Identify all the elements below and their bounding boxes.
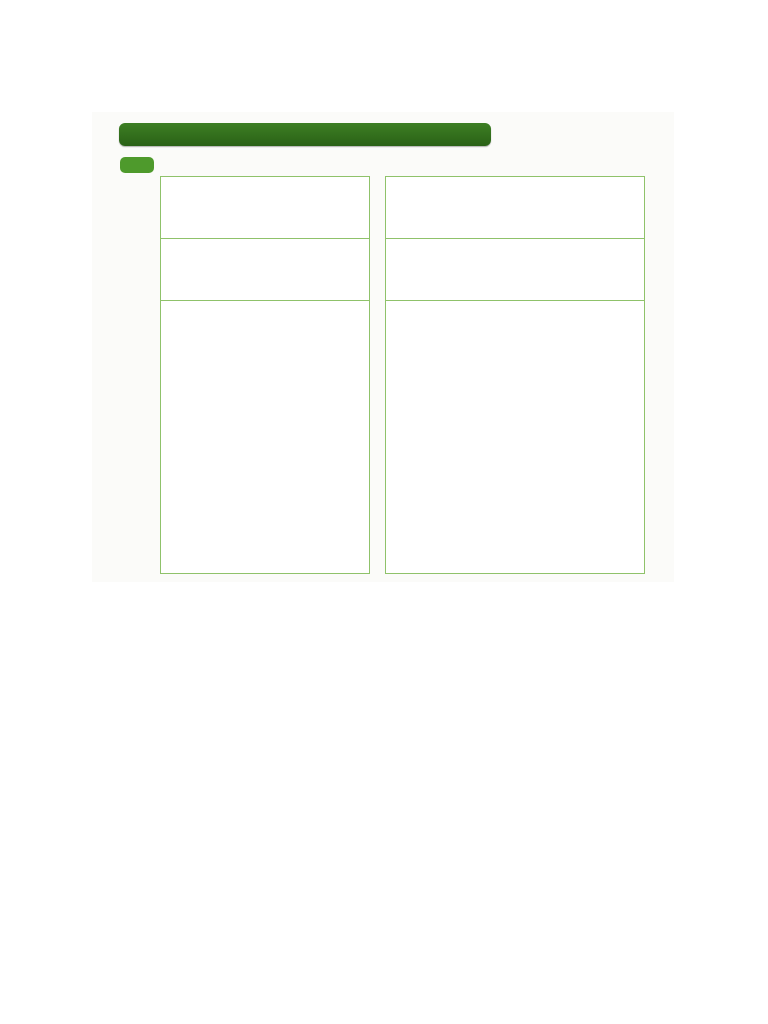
worksheet-page — [92, 112, 674, 582]
beginnings-column — [160, 176, 370, 574]
exercise-number-badge — [120, 157, 154, 173]
ending-item-3 — [386, 300, 644, 336]
beginning-item-1 — [161, 177, 369, 238]
ending-item-2 — [386, 238, 644, 300]
ending-item-1 — [386, 177, 644, 238]
beginning-item-3 — [161, 300, 369, 336]
beginning-item-2 — [161, 238, 369, 300]
endings-column — [385, 176, 645, 574]
section-title-banner — [119, 123, 491, 146]
section-title — [119, 123, 491, 125]
